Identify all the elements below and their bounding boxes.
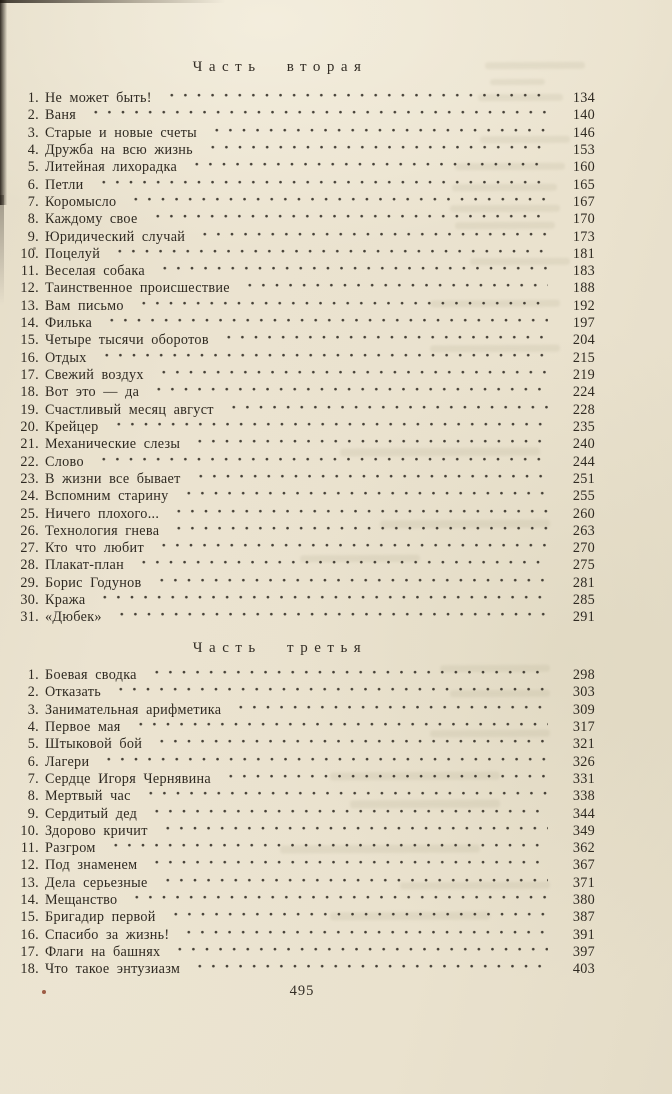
- dot-leader: [218, 332, 548, 349]
- entry-number: 2.: [27, 107, 39, 124]
- entry-number: 7.: [27, 770, 39, 787]
- toc-entry: [20, 384, 595, 401]
- bleedthrough-artifact: [490, 79, 545, 85]
- toc-entry: [20, 211, 595, 228]
- toc-entry: [20, 142, 595, 159]
- entry-number: 6.: [27, 176, 39, 193]
- scan-edge-left-fade: [0, 195, 4, 305]
- entry-page-number: 183: [572, 263, 595, 280]
- toc-entry: [20, 719, 595, 736]
- entry-page-number: 146: [572, 124, 595, 141]
- entry-number: 30.: [20, 592, 39, 609]
- entry-page-number: 140: [572, 107, 595, 124]
- dot-leader: [178, 488, 548, 505]
- entry-title: Под знаменем: [45, 857, 138, 874]
- entry-number: 23.: [20, 470, 39, 487]
- dot-leader: [169, 944, 548, 961]
- entry-page-number: 397: [572, 944, 595, 960]
- entry-number: 10.: [20, 245, 39, 262]
- entry-title: Филька: [45, 315, 93, 332]
- toc-entry: [20, 667, 595, 684]
- toc-entry: [20, 702, 595, 719]
- entry-title: Не может быть!: [45, 90, 152, 106]
- entry-number: 3.: [27, 124, 39, 141]
- part-two-heading: Часть вторая: [192, 59, 368, 75]
- dot-leader: [202, 142, 548, 159]
- entry-page-number: 235: [572, 418, 595, 435]
- entry-page-number: 153: [572, 141, 595, 158]
- entry-number: 11.: [20, 840, 39, 857]
- entry-title: Технология гнева: [45, 522, 160, 539]
- dot-leader: [133, 557, 548, 574]
- entry-title: Коромысло: [45, 193, 117, 210]
- entry-number: 1.: [27, 90, 39, 106]
- toc-entry: [20, 557, 595, 574]
- entry-title: Вот это — да: [45, 384, 140, 401]
- toc-entry: [20, 506, 595, 523]
- entry-title: Мещанство: [45, 892, 118, 909]
- dot-leader: [151, 736, 548, 753]
- scan-edge-top: [0, 0, 225, 3]
- entry-title: Первое мая: [45, 718, 121, 735]
- entry-page-number: 160: [572, 159, 595, 176]
- toc-entry: [20, 315, 595, 332]
- toc-entry: [20, 280, 595, 297]
- entry-number: 6.: [27, 753, 39, 770]
- dot-leader: [230, 702, 548, 719]
- entry-page-number: 260: [572, 505, 595, 522]
- toc-entry: [20, 892, 595, 909]
- dot-leader: [220, 771, 548, 788]
- entry-title: Кража: [45, 592, 86, 609]
- entry-number: 14.: [20, 315, 39, 332]
- entry-page-number: 303: [572, 684, 595, 701]
- dot-leader: [189, 961, 548, 978]
- toc-entry: [20, 944, 595, 961]
- entry-number: 31.: [20, 609, 39, 626]
- part-three-entries: [20, 667, 595, 979]
- entry-title: Спасибо за жизнь!: [45, 926, 170, 943]
- entry-page-number: 298: [572, 667, 595, 683]
- entry-page-number: 224: [572, 384, 595, 401]
- entry-title: Лагери: [45, 753, 90, 770]
- dot-leader: [239, 280, 548, 297]
- entry-number: 13.: [20, 297, 39, 314]
- toc-entry: [20, 575, 595, 592]
- entry-title: Слово: [45, 453, 84, 470]
- entry-title: Вспомним старину: [45, 488, 169, 505]
- toc-entry: [20, 367, 595, 384]
- entry-page-number: 192: [572, 297, 595, 314]
- entry-title: Отдых: [45, 349, 87, 366]
- dot-leader: [153, 367, 548, 384]
- entry-title: Занимательная арифметика: [45, 701, 222, 718]
- toc-entry: [20, 961, 595, 978]
- entry-page-number: 167: [572, 193, 595, 210]
- dot-leader: [85, 107, 548, 124]
- toc-entry: [20, 90, 595, 107]
- toc-entry: [20, 609, 595, 626]
- entry-number: 5.: [27, 736, 39, 753]
- entry-title: «Дюбек»: [45, 609, 102, 626]
- entry-title: Флаги на башнях: [45, 944, 161, 960]
- dot-leader: [133, 298, 548, 315]
- entry-page-number: 291: [572, 609, 595, 626]
- entry-page-number: 387: [572, 909, 595, 926]
- entry-title: Петли: [45, 176, 84, 193]
- entry-number: 14.: [20, 892, 39, 909]
- entry-number: 1.: [27, 667, 39, 683]
- entry-page-number: 197: [572, 315, 595, 332]
- entry-number: 24.: [20, 488, 39, 505]
- toc-entry: [20, 823, 595, 840]
- entry-title: Борис Годунов: [45, 574, 142, 591]
- entry-title: В жизни все бывает: [45, 470, 181, 487]
- entry-number: 22.: [20, 453, 39, 470]
- entry-page-number: 263: [572, 522, 595, 539]
- entry-page-number: 275: [572, 557, 595, 574]
- toc-entry: [20, 332, 595, 349]
- entry-page-number: 321: [572, 736, 595, 753]
- toc-entry: [20, 177, 595, 194]
- dot-leader: [146, 667, 548, 684]
- entry-title: Что такое энтузиазм: [45, 961, 181, 978]
- dot-leader: [189, 436, 548, 453]
- entry-title: Бригадир первой: [45, 909, 156, 926]
- entry-title: Отказать: [45, 684, 102, 701]
- entry-page-number: 181: [572, 245, 595, 262]
- entry-title: Ваня: [45, 107, 77, 124]
- entry-page-number: 219: [572, 367, 595, 383]
- entry-number: 19.: [20, 401, 39, 418]
- entry-title: Сердце Игоря Чернявина: [45, 770, 211, 787]
- entry-number: 11.: [20, 263, 39, 280]
- entry-title: Каждому свое: [45, 211, 138, 228]
- entry-number: 5.: [27, 159, 39, 176]
- toc-entry: [20, 125, 595, 142]
- entry-number: 8.: [27, 788, 39, 805]
- dot-leader: [105, 840, 548, 857]
- part-two-entries: [20, 90, 595, 627]
- entry-number: 3.: [27, 701, 39, 718]
- entry-page-number: 309: [572, 701, 595, 718]
- entry-title: Крейцер: [45, 418, 99, 435]
- entry-page-number: 380: [572, 892, 595, 909]
- dot-leader: [96, 350, 548, 367]
- entry-number: 15.: [20, 909, 39, 926]
- entry-title: Счастливый месяц август: [45, 401, 214, 418]
- dot-leader: [126, 892, 548, 909]
- toc-entry: [20, 471, 595, 488]
- entry-page-number: 165: [572, 176, 595, 193]
- toc-entry: [20, 788, 595, 805]
- dot-leader: [98, 754, 548, 771]
- entry-title: Здорово кричит: [45, 822, 148, 839]
- entry-title: Поцелуй: [45, 245, 101, 262]
- toc-entry: [20, 736, 595, 753]
- toc-entry: [20, 684, 595, 701]
- dot-leader: [165, 909, 548, 926]
- entry-page-number: 285: [572, 592, 595, 609]
- entry-number: 12.: [20, 280, 39, 297]
- dot-leader: [109, 246, 548, 263]
- dot-leader: [206, 125, 548, 142]
- entry-title: Литейная лихорадка: [45, 159, 178, 176]
- entry-number: 17.: [20, 944, 39, 960]
- entry-title: Четыре тысячи оборотов: [45, 332, 209, 349]
- dot-leader: [93, 177, 548, 194]
- entry-title: Веселая собака: [45, 263, 145, 280]
- dot-leader: [101, 315, 548, 332]
- dot-leader: [148, 384, 548, 401]
- toc-entry: [20, 592, 595, 609]
- toc-entry: [20, 927, 595, 944]
- entry-title: Таинственное происшествие: [45, 280, 230, 297]
- dot-leader: [153, 540, 548, 557]
- entry-title: Вам письмо: [45, 297, 124, 314]
- toc-entry: [20, 159, 595, 176]
- toc-entry: [20, 194, 595, 211]
- toc-entry: [20, 840, 595, 857]
- entry-page-number: 134: [572, 90, 595, 106]
- entry-page-number: 251: [572, 470, 595, 487]
- dot-leader: [168, 506, 548, 523]
- entry-page-number: 173: [572, 228, 595, 245]
- entry-page-number: 255: [572, 488, 595, 505]
- dot-leader: [111, 609, 548, 626]
- entry-number: 9.: [27, 805, 39, 822]
- entry-title: Разгром: [45, 840, 96, 857]
- entry-page-number: 244: [572, 453, 595, 470]
- dot-leader: [178, 927, 548, 944]
- entry-number: 25.: [20, 505, 39, 522]
- entry-title: Дела серьезные: [45, 874, 148, 891]
- entry-number: 20.: [20, 418, 39, 435]
- entry-number: 17.: [20, 367, 39, 383]
- dot-leader: [108, 419, 548, 436]
- entry-number: 12.: [20, 857, 39, 874]
- entry-page-number: 371: [572, 874, 595, 891]
- entry-title: Старые и новые счеты: [45, 124, 197, 141]
- dot-leader: [125, 194, 548, 211]
- dot-leader: [154, 263, 548, 280]
- toc-entry: [20, 229, 595, 246]
- dot-leader: [94, 592, 548, 609]
- entry-page-number: 349: [572, 822, 595, 839]
- entry-number: 26.: [20, 522, 39, 539]
- entry-number: 29.: [20, 574, 39, 591]
- toc-entry: [20, 771, 595, 788]
- toc-entry: [20, 857, 595, 874]
- toc-entry: [20, 436, 595, 453]
- toc-entry: [20, 523, 595, 540]
- dot-leader: [190, 471, 548, 488]
- entry-title: Штыковой бой: [45, 736, 143, 753]
- entry-title: Мертвый час: [45, 788, 131, 805]
- entry-title: Боевая сводка: [45, 667, 137, 683]
- entry-number: 4.: [27, 141, 39, 158]
- toc-entry: [20, 806, 595, 823]
- entry-title: Плакат-план: [45, 557, 125, 574]
- dot-leader: [110, 684, 548, 701]
- entry-number: 18.: [20, 961, 39, 978]
- dot-leader: [146, 857, 548, 874]
- entry-page-number: 317: [572, 718, 595, 735]
- toc-entry: [20, 263, 595, 280]
- toc-entry: [20, 454, 595, 471]
- entry-page-number: 204: [572, 332, 595, 349]
- toc-entry: [20, 909, 595, 926]
- entry-page-number: 326: [572, 753, 595, 770]
- entry-page-number: 215: [572, 349, 595, 366]
- dot-leader: [146, 806, 548, 823]
- dot-leader: [186, 159, 548, 176]
- entry-title: Кто что любит: [45, 540, 144, 557]
- toc-entry: [20, 298, 595, 315]
- entry-number: 8.: [27, 211, 39, 228]
- dot-leader: [93, 454, 548, 471]
- toc-entry: [20, 540, 595, 557]
- entry-number: 7.: [27, 193, 39, 210]
- entry-title: Юридический случай: [45, 228, 186, 245]
- entry-number: 21.: [20, 436, 39, 453]
- entry-page-number: 270: [572, 540, 595, 557]
- toc-entry: [20, 488, 595, 505]
- entry-title: Механические слезы: [45, 436, 181, 453]
- dot-leader: [151, 575, 548, 592]
- entry-page-number: 188: [572, 280, 595, 297]
- toc-entry: [20, 402, 595, 419]
- entry-number: 27.: [20, 540, 39, 557]
- entry-number: 4.: [27, 718, 39, 735]
- dot-leader: [223, 402, 548, 419]
- entry-page-number: 367: [572, 857, 595, 874]
- entry-page-number: 228: [572, 401, 595, 418]
- entry-number: 28.: [20, 557, 39, 574]
- entry-page-number: 391: [572, 926, 595, 943]
- toc-entry: [20, 419, 595, 436]
- dot-leader: [147, 211, 548, 228]
- part-three-heading: Часть третья: [192, 640, 368, 656]
- entry-number: 9.: [27, 228, 39, 245]
- entry-page-number: 338: [572, 788, 595, 805]
- page-number: 495: [289, 983, 315, 999]
- entry-page-number: 344: [572, 805, 595, 822]
- entry-number: 15.: [20, 332, 39, 349]
- dot-leader: [157, 823, 548, 840]
- entry-number: 16.: [20, 926, 39, 943]
- entry-number: 13.: [20, 874, 39, 891]
- entry-page-number: 170: [572, 211, 595, 228]
- entry-number: 16.: [20, 349, 39, 366]
- dot-leader: [168, 523, 548, 540]
- scan-edge-left: [0, 0, 8, 205]
- toc-entry: [20, 875, 595, 892]
- toc-entry: [20, 350, 595, 367]
- dot-leader: [130, 719, 548, 736]
- entry-title: Ничего плохого...: [45, 505, 160, 522]
- entry-page-number: 240: [572, 436, 595, 453]
- entry-page-number: 281: [572, 574, 595, 591]
- entry-page-number: 331: [572, 770, 595, 787]
- entry-number: 18.: [20, 384, 39, 401]
- toc-entry: [20, 246, 595, 263]
- entry-title: Сердитый дед: [45, 805, 138, 822]
- dot-leader: [194, 229, 548, 246]
- entry-page-number: 362: [572, 840, 595, 857]
- dot-leader: [161, 90, 548, 107]
- entry-number: 2.: [27, 684, 39, 701]
- entry-title: Дружба на всю жизнь: [45, 141, 193, 158]
- dot-leader: [140, 788, 548, 805]
- entry-page-number: 403: [572, 961, 595, 978]
- toc-entry: [20, 107, 595, 124]
- toc-entry: [20, 754, 595, 771]
- entry-title: Свежий воздух: [45, 367, 144, 383]
- entry-number: 10.: [20, 822, 39, 839]
- dot-leader: [157, 875, 548, 892]
